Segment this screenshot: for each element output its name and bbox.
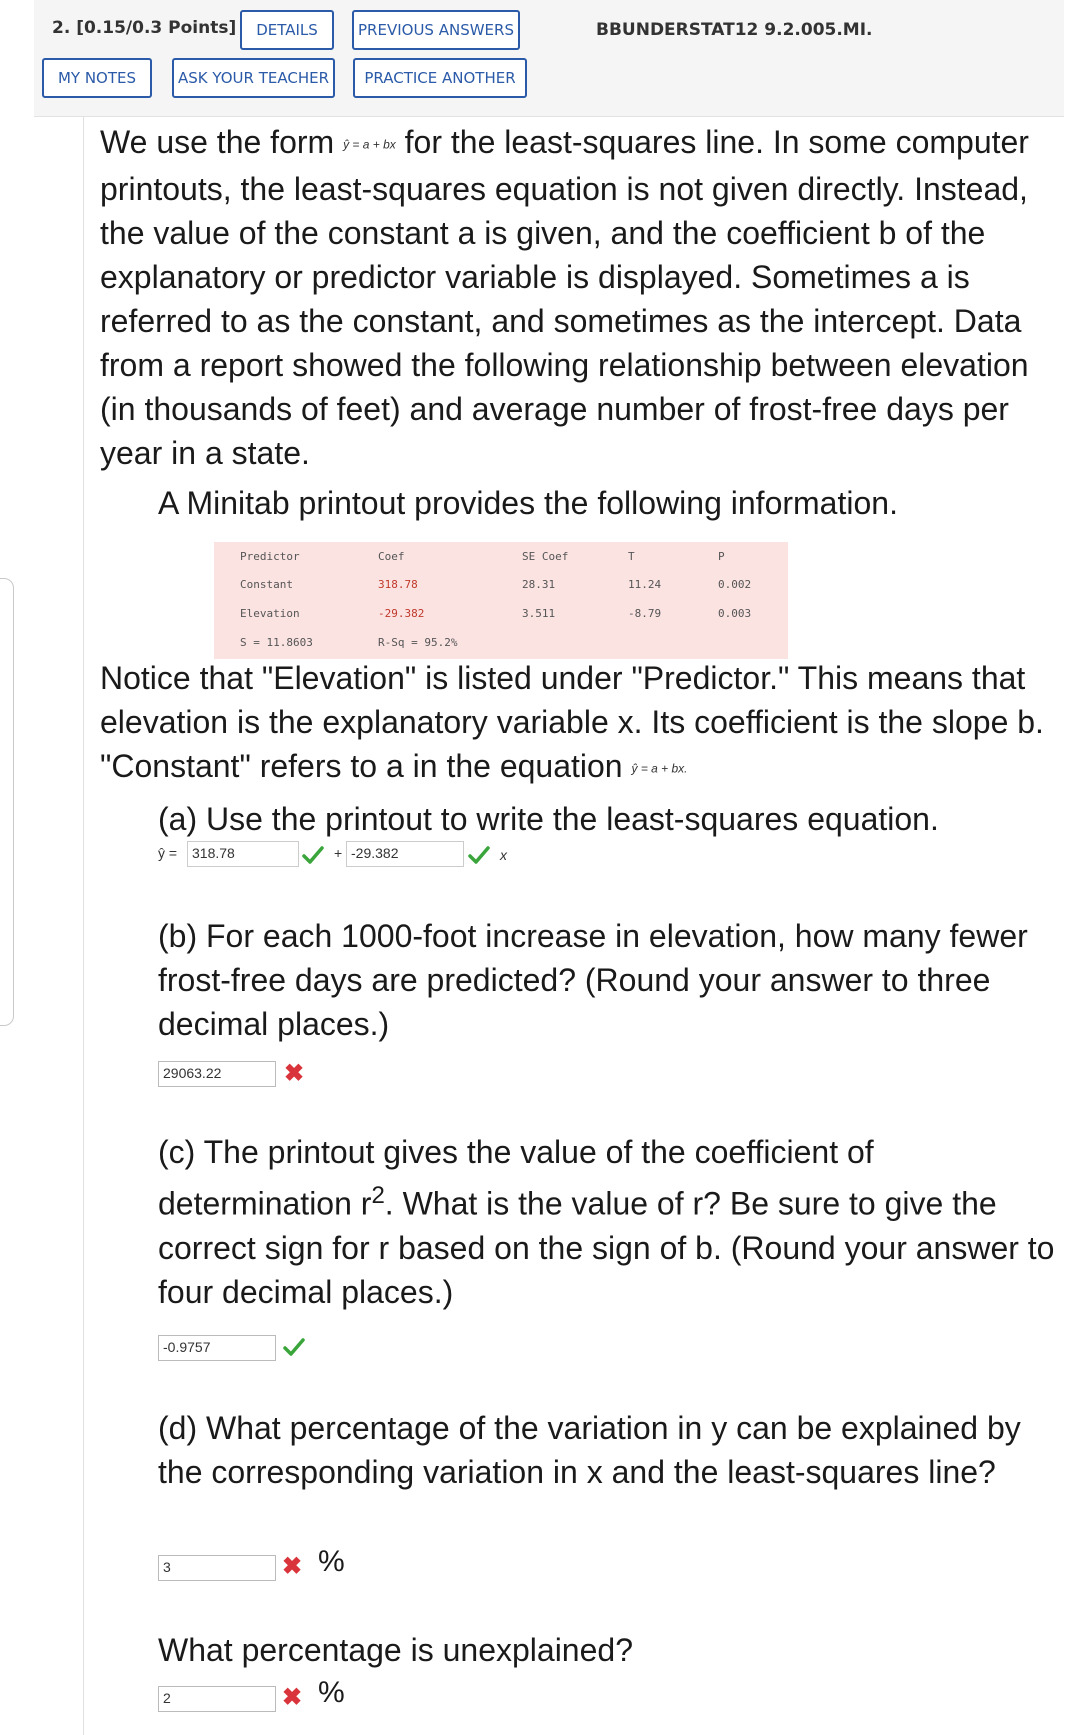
check-icon	[468, 845, 490, 865]
row-elevation-p: 0.003	[718, 607, 752, 620]
row-constant-coef: 318.78	[378, 578, 418, 591]
part-d-question: (d) What percentage of the variation in y can be explained by the corresponding variation in x and the least-squares line?	[158, 1410, 1021, 1490]
part-c-question	[158, 1130, 1058, 1314]
details-button[interactable]: DETAILS	[240, 10, 334, 50]
intro-text-before: We use the form	[100, 124, 344, 160]
check-icon	[302, 845, 324, 865]
part-b-question: (b) For each 1000-foot increase in elevation, how many fewer frost-free days are predicted? (Round your answer to three decimal places.)	[158, 918, 1028, 1042]
header-predictor: Predictor	[240, 550, 300, 563]
practice-another-button[interactable]: PRACTICE ANOTHER	[353, 58, 527, 98]
previous-answers-button[interactable]: PREVIOUS ANSWERS	[352, 10, 520, 50]
row-constant-label: Constant	[240, 578, 293, 591]
my-notes-button[interactable]: MY NOTES	[42, 58, 152, 98]
row-constant-t: 11.24	[628, 578, 662, 591]
notice-paragraph	[100, 656, 1060, 791]
x-mark-icon: ✖	[282, 1553, 303, 1580]
part-d-unexplained-question: What percentage is unexplained?	[158, 1632, 633, 1668]
question-header	[34, 0, 1064, 117]
plus-sign: +	[334, 845, 343, 861]
row-elevation-t: -8.79	[628, 607, 662, 620]
content-divider	[83, 116, 84, 1735]
equation-x: x	[500, 847, 507, 863]
header-se-coef: SE Coef	[522, 550, 569, 563]
header-p: P	[718, 550, 725, 563]
part-d-explained-input[interactable]: 3	[158, 1555, 276, 1581]
row-constant-p: 0.002	[718, 578, 752, 591]
percent-sign: %	[318, 1545, 345, 1578]
header-t: T	[628, 550, 635, 563]
intro-paragraph	[100, 120, 1060, 475]
slope-input[interactable]: -29.382	[346, 841, 464, 867]
part-c-text-before: (c) The printout gives the value of the coefficient of determination r	[158, 1134, 874, 1222]
check-icon	[283, 1337, 305, 1357]
intro-formula: ŷ = a + bx	[343, 137, 396, 152]
minitab-printout	[214, 542, 788, 659]
x-mark-icon: ✖	[284, 1060, 305, 1087]
ask-your-teacher-button[interactable]: ASK YOUR TEACHER	[172, 58, 335, 98]
header-coef: Coef	[378, 550, 405, 563]
minitab-s: S = 11.8603	[240, 636, 313, 649]
part-c-superscript: 2	[371, 1182, 385, 1209]
points-label: 2. [0.15/0.3 Points]	[52, 18, 237, 38]
side-scroll-panel	[0, 578, 14, 1026]
intro-text-after: for the least-squares line. In some computer printouts, the least-squares equation is not given directly. Instead, the value of the constant a is given, and the coefficient b of the explanatory or predictor variable is displayed. Sometimes a is referred to as the constant, and sometimes as the intercept. Data from a report showed the following relationship between elevation (in thousands of feet) and average number of frost-free days per year in a state.	[100, 124, 1029, 471]
minitab-rsq: R-Sq = 95.2%	[378, 636, 458, 649]
row-elevation-se: 3.511	[522, 607, 556, 620]
part-a-question: (a) Use the printout to write the least-squares equation.	[158, 801, 939, 837]
part-c-answer-input[interactable]: -0.9757	[158, 1335, 276, 1361]
question-id: BBUNDERSTAT12 9.2.005.MI.	[596, 20, 873, 40]
part-b-answer-input[interactable]: 29063.22	[158, 1061, 276, 1087]
percent-sign: %	[318, 1676, 345, 1709]
part-d-unexplained-input[interactable]: 2	[158, 1686, 276, 1712]
part-c-text-after: . What is the value of r? Be sure to give the correct sign for r based on the sign of b. (Round your answer to four decimal places.)	[158, 1185, 1055, 1310]
intercept-input[interactable]: 318.78	[187, 841, 299, 867]
row-constant-se: 28.31	[522, 578, 556, 591]
x-mark-icon: ✖	[282, 1684, 303, 1711]
notice-text: Notice that "Elevation" is listed under "Predictor." This means that elevation is the explanatory variable x. Its coefficient is the slope b. "Constant" refers to a in the equation	[100, 660, 1044, 784]
equation-lhs: ŷ =	[158, 845, 178, 861]
notice-formula: ŷ = a + bx.	[631, 761, 688, 776]
row-elevation-coef: -29.382	[378, 607, 425, 620]
minitab-intro: A Minitab printout provides the following information.	[158, 485, 898, 521]
row-elevation-label: Elevation	[240, 607, 300, 620]
